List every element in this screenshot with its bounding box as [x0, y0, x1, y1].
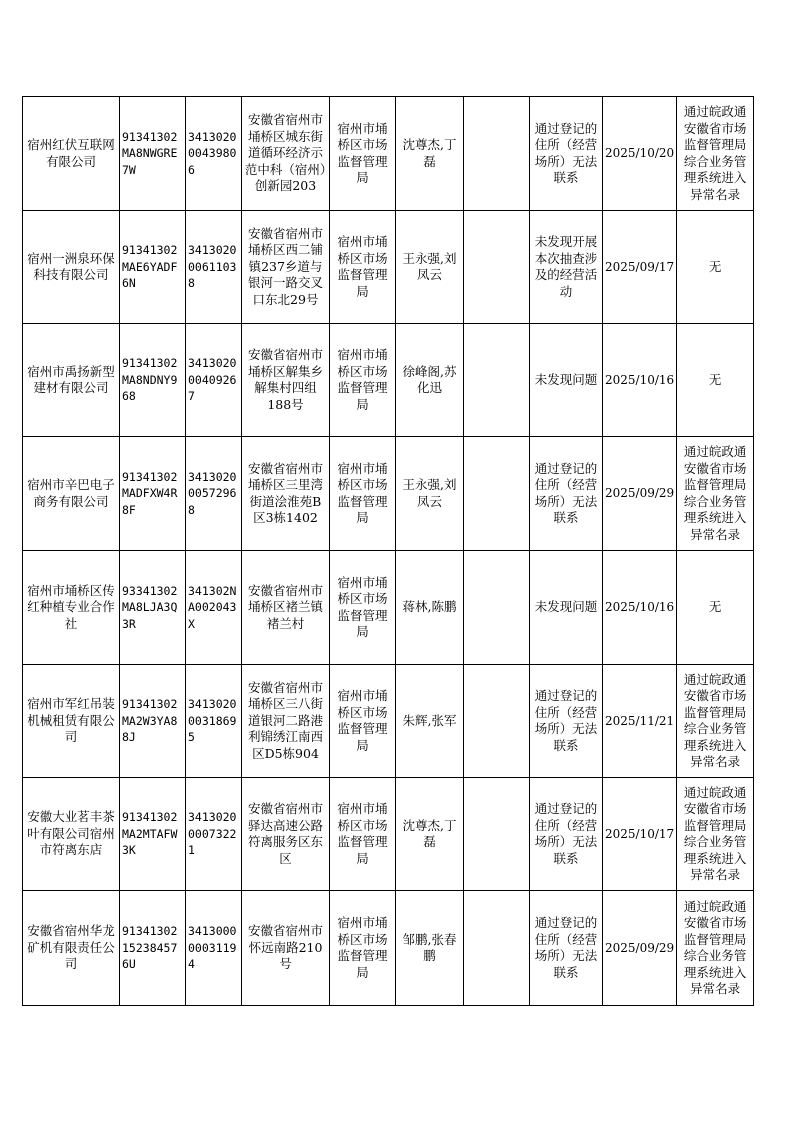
address-cell: 安徽省宿州市怀远南路210号 — [242, 891, 330, 1006]
result-cell: 未发现问题 — [530, 324, 603, 437]
company-name-cell: 宿州市军红吊装机械租赁有限公司 — [23, 665, 120, 778]
credit-code-cell: 91341302MADFXW4R8F — [120, 437, 186, 551]
handling-cell: 无 — [677, 211, 754, 324]
credit-code-cell: 91341302MAE6YADF6N — [120, 211, 186, 324]
table-row — [23, 437, 754, 551]
handling-cell: 通过皖政通安徽省市场监督管理局综合业务管理系统进入异常名录 — [677, 665, 754, 778]
inspectors-cell: 朱辉,张军 — [396, 665, 464, 778]
blank-cell — [464, 211, 530, 324]
table-row — [23, 97, 754, 211]
date-cell: 2025/09/29 — [603, 891, 677, 1006]
authority-cell: 宿州市埇桥区市场监督管理局 — [330, 778, 396, 891]
handling-cell: 无 — [677, 324, 754, 437]
table-body — [23, 97, 754, 1006]
inspectors-cell: 蒋林,陈鹏 — [396, 551, 464, 665]
registration-number-cell: 341302000439806 — [186, 97, 242, 211]
address-cell: 安徽省宿州市埇桥区西二铺镇237乡道与银河一路交叉口东北29号 — [242, 211, 330, 324]
blank-cell — [464, 778, 530, 891]
inspectors-cell: 沈尊杰,丁磊 — [396, 97, 464, 211]
company-name-cell: 宿州一洲泉环保科技有限公司 — [23, 211, 120, 324]
inspection-results-table — [22, 96, 754, 1006]
date-cell: 2025/09/29 — [603, 437, 677, 551]
handling-cell: 无 — [677, 551, 754, 665]
registration-number-cell: 341302000409267 — [186, 324, 242, 437]
blank-cell — [464, 891, 530, 1006]
blank-cell — [464, 665, 530, 778]
handling-cell: 通过皖政通安徽省市场监督管理局综合业务管理系统进入异常名录 — [677, 97, 754, 211]
address-cell: 安徽省宿州市驿达高速公路符离服务区东区 — [242, 778, 330, 891]
inspectors-cell: 徐峰阁,苏化迅 — [396, 324, 464, 437]
credit-code-cell: 91341302MA8NWGRE7W — [120, 97, 186, 211]
company-name-cell: 宿州市禹扬新型建材有限公司 — [23, 324, 120, 437]
registration-number-cell: 341300000031194 — [186, 891, 242, 1006]
handling-cell: 通过皖政通安徽省市场监督管理局综合业务管理系统进入异常名录 — [677, 778, 754, 891]
authority-cell: 宿州市埇桥区市场监督管理局 — [330, 665, 396, 778]
date-cell: 2025/10/16 — [603, 551, 677, 665]
credit-code-cell: 93341302MA8LJA3Q3R — [120, 551, 186, 665]
blank-cell — [464, 97, 530, 211]
registration-number-cell: 341302000572968 — [186, 437, 242, 551]
credit-code-cell: 91341302MA8NDNY968 — [120, 324, 186, 437]
authority-cell: 宿州市埇桥区市场监督管理局 — [330, 437, 396, 551]
result-cell: 未发现开展本次抽查涉及的经营活动 — [530, 211, 603, 324]
handling-cell: 通过皖政通安徽省市场监督管理局综合业务管理系统进入异常名录 — [677, 437, 754, 551]
date-cell: 2025/10/17 — [603, 778, 677, 891]
address-cell: 安徽省宿州市埇桥区三里湾街道浍淮苑B区3栋1402 — [242, 437, 330, 551]
result-cell: 未发现问题 — [530, 551, 603, 665]
table-row — [23, 665, 754, 778]
company-name-cell: 安徽大业茗丰茶叶有限公司宿州市符离东店 — [23, 778, 120, 891]
blank-cell — [464, 437, 530, 551]
handling-cell: 通过皖政通安徽省市场监督管理局综合业务管理系统进入异常名录 — [677, 891, 754, 1006]
date-cell: 2025/10/20 — [603, 97, 677, 211]
table-row — [23, 324, 754, 437]
authority-cell: 宿州市埇桥区市场监督管理局 — [330, 211, 396, 324]
registration-number-cell: 341302000611038 — [186, 211, 242, 324]
credit-code-cell: 91341302MA2MTAFW3K — [120, 778, 186, 891]
credit-code-cell: 91341302MA2W3YA88J — [120, 665, 186, 778]
blank-cell — [464, 551, 530, 665]
result-cell: 通过登记的住所（经营场所）无法联系 — [530, 891, 603, 1006]
table-row — [23, 891, 754, 1006]
date-cell: 2025/09/17 — [603, 211, 677, 324]
authority-cell: 宿州市埇桥区市场监督管理局 — [330, 551, 396, 665]
address-cell: 安徽省宿州市埇桥区三八街道银河二路港利锦绣江南西区D5栋904 — [242, 665, 330, 778]
result-cell: 通过登记的住所（经营场所）无法联系 — [530, 437, 603, 551]
company-name-cell: 宿州市埇桥区传红种植专业合作社 — [23, 551, 120, 665]
inspectors-cell: 王永强,刘凤云 — [396, 437, 464, 551]
result-cell: 通过登记的住所（经营场所）无法联系 — [530, 778, 603, 891]
result-cell: 通过登记的住所（经营场所）无法联系 — [530, 97, 603, 211]
blank-cell — [464, 324, 530, 437]
address-cell: 安徽省宿州市埇桥区城东街道循环经济示范中科（宿州）创新园203 — [242, 97, 330, 211]
address-cell: 安徽省宿州市埇桥区褚兰镇褚兰村 — [242, 551, 330, 665]
credit-code-cell: 91341302152384576U — [120, 891, 186, 1006]
table-row — [23, 211, 754, 324]
authority-cell: 宿州市埇桥区市场监督管理局 — [330, 891, 396, 1006]
registration-number-cell: 341302000318695 — [186, 665, 242, 778]
inspectors-cell: 沈尊杰,丁磊 — [396, 778, 464, 891]
registration-number-cell: 341302000073221 — [186, 778, 242, 891]
date-cell: 2025/11/21 — [603, 665, 677, 778]
authority-cell: 宿州市埇桥区市场监督管理局 — [330, 324, 396, 437]
authority-cell: 宿州市埇桥区市场监督管理局 — [330, 97, 396, 211]
company-name-cell: 安徽省宿州华龙矿机有限责任公司 — [23, 891, 120, 1006]
company-name-cell: 宿州市辛巴电子商务有限公司 — [23, 437, 120, 551]
date-cell: 2025/10/16 — [603, 324, 677, 437]
registration-number-cell: 341302NA002043X — [186, 551, 242, 665]
result-cell: 通过登记的住所（经营场所）无法联系 — [530, 665, 603, 778]
table-row — [23, 778, 754, 891]
inspectors-cell: 邹鹏,张春鹏 — [396, 891, 464, 1006]
inspectors-cell: 王永强,刘凤云 — [396, 211, 464, 324]
address-cell: 安徽省宿州市埇桥区解集乡解集村四组188号 — [242, 324, 330, 437]
table-row — [23, 551, 754, 665]
company-name-cell: 宿州红伏互联网有限公司 — [23, 97, 120, 211]
